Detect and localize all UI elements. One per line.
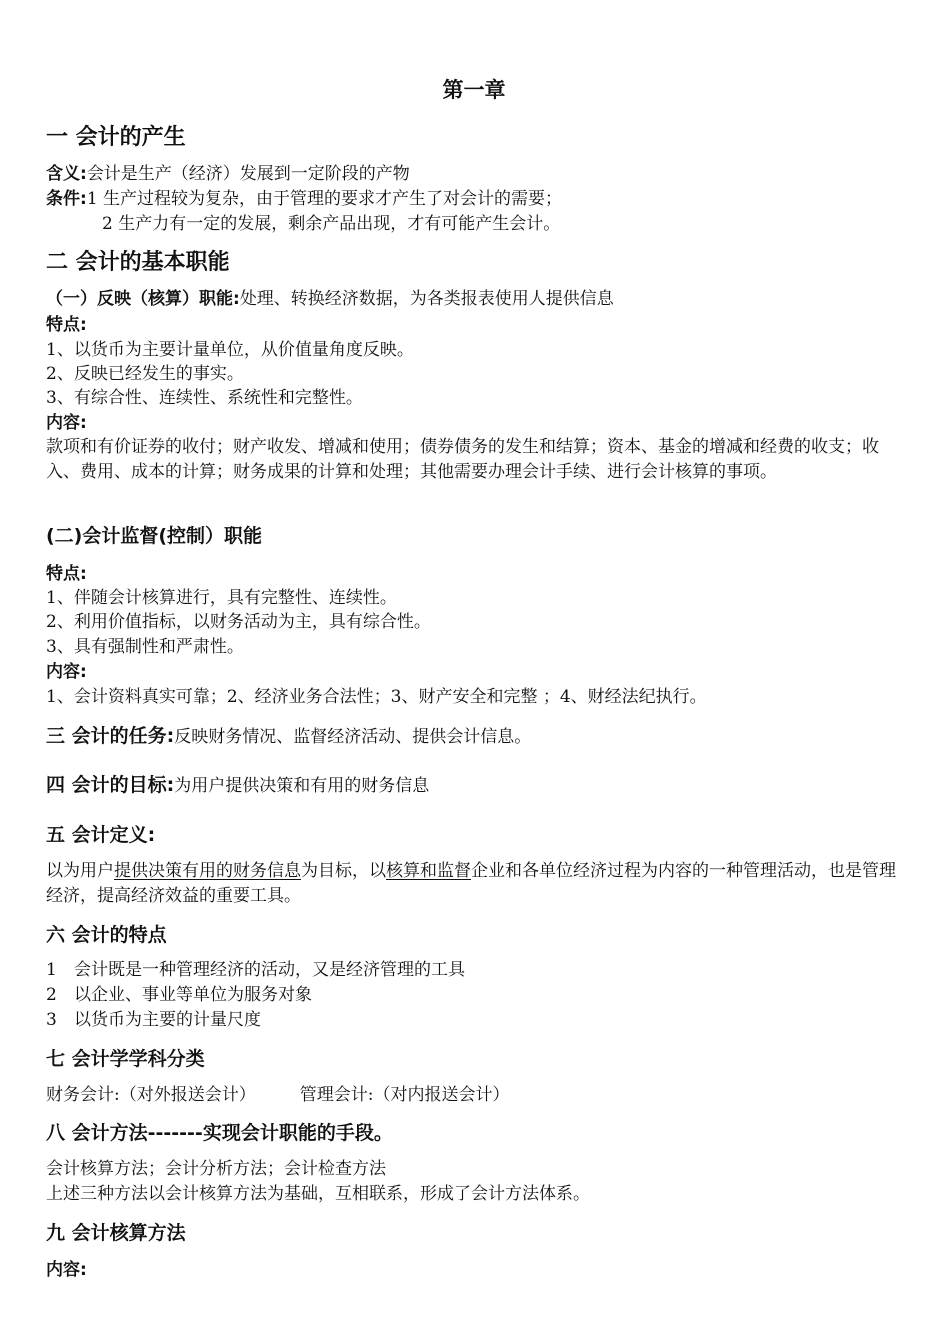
feature-item: 3、具有强制性和严肃性。	[46, 637, 244, 657]
trait-number: 1	[46, 960, 57, 980]
trait-item	[46, 958, 465, 982]
feature-item: 2、反映已经发生的事实。	[46, 364, 244, 384]
meaning-line	[46, 162, 410, 186]
condition-line-1	[46, 187, 562, 211]
function-1-text: 处理、转换经济数据，为各类报表使用人提供信息	[239, 289, 614, 309]
chapter-title: 第一章	[442, 78, 506, 102]
condition-2-text: 2 生产力有一定的发展，剩余产品出现，才有可能产生会计。	[102, 214, 561, 234]
definition-paragraph	[46, 859, 902, 909]
classification-line	[46, 1083, 509, 1107]
content-paragraph: 款项和有价证券的收付；财产收发、增减和使用；债券债务的发生和结算；资本、基金的增减和经费的收支；收入、费用、成本的计算；财务成果的计算和处理；其他需要办理会计手续、进行会计核算的事项。	[46, 437, 879, 482]
trait-text: 会计既是一种管理经济的活动，又是经济管理的工具	[74, 960, 465, 980]
section-4-text: 为用户提供决策和有用的财务信息	[174, 776, 430, 796]
content-label: 内容:	[46, 413, 87, 433]
trait-text: 以货币为主要的计量尺度	[74, 1010, 261, 1030]
methods-summary: 上述三种方法以会计核算方法为基础，互相联系，形成了会计方法体系。	[46, 1184, 590, 1204]
management-accounting: 管理会计:（对内报送会计）	[299, 1085, 510, 1105]
financial-accounting: 财务会计:（对外报送会计）	[46, 1085, 256, 1105]
function-1-label: （一）反映（核算）职能:	[46, 289, 240, 309]
meaning-label: 含义:	[46, 164, 87, 184]
section-6-heading: 六 会计的特点	[46, 924, 167, 946]
features-label-2: 特点:	[46, 564, 87, 584]
section-3-heading: 三 会计的任务:	[46, 725, 175, 747]
trait-number: 2	[46, 985, 57, 1005]
function-1-line	[46, 287, 614, 311]
definition-underlined-means: 核算和监督	[386, 861, 471, 881]
section-7-heading: 七 会计学学科分类	[46, 1048, 205, 1070]
section-1-heading: 一 会计的产生	[46, 125, 186, 150]
trait-text: 以企业、事业等单位为服务对象	[74, 985, 312, 1005]
definition-text: 企业和各单位经济过程为内容的一种管理活动，也是管理经济，提高经济效益的重要工具。	[46, 861, 896, 906]
content-label-2: 内容:	[46, 662, 87, 682]
section-4-heading: 四 会计的目标:	[46, 774, 175, 796]
function-2-heading: (二)会计监督(控制）职能	[46, 525, 263, 547]
trait-item	[46, 983, 312, 1007]
condition-1-text: 1 生产过程较为复杂，由于管理的要求才产生了对会计的需要；	[86, 189, 563, 209]
feature-item: 3、有综合性、连续性、系统性和完整性。	[46, 388, 363, 408]
section-5-heading: 五 会计定义:	[46, 824, 156, 846]
content-2-text: 1、会计资料真实可靠；2、经济业务合法性；3、财产安全和完整 ；4、财经法纪执行。	[46, 687, 707, 707]
features-label: 特点:	[46, 315, 87, 335]
trait-item	[46, 1008, 261, 1032]
definition-text: 为目标，以	[301, 861, 386, 881]
section-3-text: 反映财务情况、监督经济活动、提供会计信息。	[174, 727, 532, 747]
meaning-text: 会计是生产（经济）发展到一定阶段的产物	[86, 164, 410, 184]
feature-item: 2、利用价值指标，以财务活动为主，具有综合性。	[46, 612, 431, 632]
definition-underlined-goal: 提供决策有用的财务信息	[114, 861, 301, 881]
section-8-heading: 八 会计方法-------实现会计职能的手段。	[46, 1122, 393, 1144]
trait-number: 3	[46, 1010, 57, 1030]
section-3-line	[46, 722, 531, 750]
section-9-heading: 九 会计核算方法	[46, 1222, 186, 1244]
section-2-heading: 二 会计的基本职能	[46, 250, 230, 275]
condition-label: 条件:	[46, 189, 87, 209]
feature-item: 1、以货币为主要计量单位，从价值量角度反映。	[46, 340, 414, 360]
feature-item: 1、伴随会计核算进行，具有完整性、连续性。	[46, 588, 397, 608]
content-label-3: 内容:	[46, 1260, 87, 1280]
section-4-line	[46, 771, 429, 799]
definition-text: 以为用户	[46, 861, 114, 881]
methods-line: 会计核算方法；会计分析方法；会计检查方法	[46, 1159, 386, 1179]
